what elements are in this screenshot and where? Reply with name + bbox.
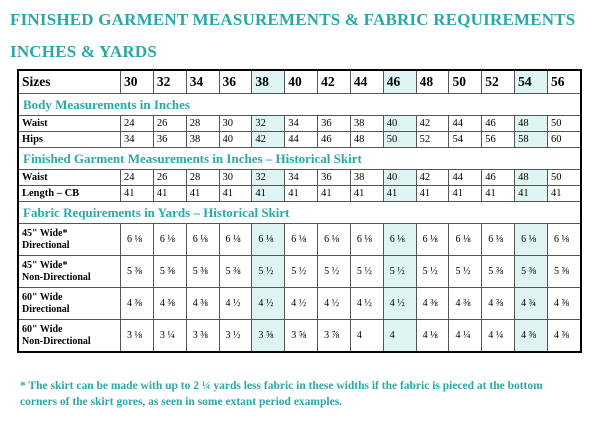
table-cell: 60 xyxy=(547,132,580,148)
table-row xyxy=(19,170,581,186)
table-row xyxy=(19,224,581,256)
table-cell: 3 ⅞ xyxy=(318,320,351,352)
table-cell: 36 xyxy=(318,170,351,186)
row-label xyxy=(19,288,121,320)
table-cell: 41 xyxy=(515,186,548,202)
table-cell: 26 xyxy=(153,116,186,132)
table-cell: 3 ⅝ xyxy=(252,320,285,352)
size-header-cell: 50 xyxy=(449,71,482,94)
table-cell: 5 ½ xyxy=(383,256,416,288)
section-title: Body Measurements in Inches xyxy=(19,94,581,116)
size-header-cell: 30 xyxy=(121,71,154,94)
table-cell: 5 ⅜ xyxy=(153,256,186,288)
table-cell: 5 ⅜ xyxy=(186,256,219,288)
table-cell: 40 xyxy=(219,132,252,148)
table-cell: 46 xyxy=(318,132,351,148)
table-cell: 5 ⅜ xyxy=(121,256,154,288)
size-header-cell: 46 xyxy=(383,71,416,94)
table-cell: 3 ⅝ xyxy=(285,320,318,352)
table-cell: 4 ⅜ xyxy=(515,320,548,352)
row-label xyxy=(19,170,121,186)
row-label-line: Waist xyxy=(22,171,48,183)
table-cell: 4 ¼ xyxy=(449,320,482,352)
section-header-row xyxy=(19,148,581,170)
table-cell: 4 ¾ xyxy=(515,288,548,320)
page-title: FINISHED GARMENT MEASUREMENTS & FABRIC REQUIREMENTS xyxy=(10,10,576,29)
section-header-row xyxy=(19,94,581,116)
row-label-line: Directional xyxy=(22,303,70,315)
table-cell: 48 xyxy=(515,170,548,186)
table-cell: 6 ⅛ xyxy=(515,224,548,256)
sizes-label: Sizes xyxy=(19,71,121,94)
row-label xyxy=(19,116,121,132)
table-cell: 41 xyxy=(482,186,515,202)
table-cell: 4 ⅜ xyxy=(482,288,515,320)
table-cell: 4 ½ xyxy=(252,288,285,320)
table-cell: 5 ⅜ xyxy=(515,256,548,288)
table-cell: 4 ½ xyxy=(350,288,383,320)
table-cell: 41 xyxy=(318,186,351,202)
table-cell: 41 xyxy=(219,186,252,202)
table-cell: 5 ½ xyxy=(350,256,383,288)
table-cell: 42 xyxy=(252,132,285,148)
table-cell: 6 ⅛ xyxy=(350,224,383,256)
table-cell: 24 xyxy=(121,170,154,186)
row-label-line: 60" Wide xyxy=(22,323,63,335)
section-header-row xyxy=(19,202,581,224)
table-cell: 36 xyxy=(318,116,351,132)
table-cell: 41 xyxy=(547,186,580,202)
table-cell: 26 xyxy=(153,170,186,186)
table-cell: 4 ⅛ xyxy=(416,320,449,352)
row-label-line: Non-Directional xyxy=(22,335,91,347)
table-cell: 4 ⅜ xyxy=(186,288,219,320)
section-title: Fabric Requirements in Yards – Historical Skirt xyxy=(19,202,581,224)
row-label-line: 45" Wide* xyxy=(22,259,68,271)
table-cell: 4 ½ xyxy=(219,288,252,320)
size-header-cell: 54 xyxy=(515,71,548,94)
measurements-table xyxy=(18,70,581,352)
table-cell: 50 xyxy=(547,116,580,132)
table-cell: 30 xyxy=(219,116,252,132)
table-cell: 44 xyxy=(449,170,482,186)
table-cell: 6 ⅛ xyxy=(121,224,154,256)
table-row xyxy=(19,186,581,202)
row-label xyxy=(19,132,121,148)
table-cell: 5 ½ xyxy=(416,256,449,288)
table-cell: 6 ⅛ xyxy=(547,224,580,256)
table-cell: 38 xyxy=(186,132,219,148)
table-cell: 52 xyxy=(416,132,449,148)
table-cell: 4 xyxy=(350,320,383,352)
table-cell: 34 xyxy=(121,132,154,148)
row-label xyxy=(19,224,121,256)
table-cell: 6 ⅛ xyxy=(153,224,186,256)
table-cell: 41 xyxy=(383,186,416,202)
table-cell: 5 ½ xyxy=(449,256,482,288)
table-cell: 24 xyxy=(121,116,154,132)
row-label-line: Non-Directional xyxy=(22,271,91,283)
size-header-cell: 44 xyxy=(350,71,383,94)
table-cell: 5 ½ xyxy=(252,256,285,288)
table-cell: 6 ⅛ xyxy=(449,224,482,256)
table-cell: 38 xyxy=(350,116,383,132)
table-cell: 54 xyxy=(449,132,482,148)
table-cell: 32 xyxy=(252,116,285,132)
row-label-line: 45" Wide* xyxy=(22,227,68,239)
size-header-cell: 38 xyxy=(252,71,285,94)
row-label xyxy=(19,320,121,352)
table-cell: 40 xyxy=(383,116,416,132)
table-cell: 32 xyxy=(252,170,285,186)
table-cell: 6 ⅛ xyxy=(219,224,252,256)
row-label-line: Length – CB xyxy=(22,187,80,199)
table-row xyxy=(19,320,581,352)
table-cell: 3 ⅛ xyxy=(121,320,154,352)
row-label-line: Waist xyxy=(22,117,48,129)
table-cell: 6 ⅛ xyxy=(285,224,318,256)
table-cell: 44 xyxy=(449,116,482,132)
table-cell: 50 xyxy=(383,132,416,148)
table-cell: 36 xyxy=(153,132,186,148)
size-header-cell: 52 xyxy=(482,71,515,94)
size-header-cell: 40 xyxy=(285,71,318,94)
table-cell: 6 ⅛ xyxy=(186,224,219,256)
table-cell: 4 ⅜ xyxy=(121,288,154,320)
row-label-line: 60" Wide xyxy=(22,291,63,303)
table-cell: 40 xyxy=(383,170,416,186)
footnote: * The skirt can be made with up to 2 ¼ yards less fabric in these widths if the fabric is pieced at the bottom corners of the skirt gores, as seen in some extant period examples. xyxy=(20,380,543,408)
size-header-cell: 36 xyxy=(219,71,252,94)
row-label-line: Directional xyxy=(22,239,70,251)
table-cell: 41 xyxy=(121,186,154,202)
table-cell: 56 xyxy=(482,132,515,148)
table-cell: 48 xyxy=(515,116,548,132)
table-cell: 42 xyxy=(416,116,449,132)
table-cell: 4 ⅜ xyxy=(153,288,186,320)
table-cell: 34 xyxy=(285,170,318,186)
table-cell: 3 ¼ xyxy=(153,320,186,352)
table-cell: 4 ⅜ xyxy=(547,288,580,320)
table-cell: 44 xyxy=(285,132,318,148)
page-subtitle: INCHES & YARDS xyxy=(10,42,158,61)
table-cell: 6 ⅛ xyxy=(416,224,449,256)
table-cell: 28 xyxy=(186,116,219,132)
table-cell: 30 xyxy=(219,170,252,186)
table-cell: 4 ¼ xyxy=(482,320,515,352)
table-cell: 41 xyxy=(252,186,285,202)
table-cell: 41 xyxy=(350,186,383,202)
table-cell: 41 xyxy=(416,186,449,202)
table-cell: 5 ⅜ xyxy=(547,256,580,288)
table-row xyxy=(19,132,581,148)
table-row xyxy=(19,288,581,320)
table-cell: 4 ⅜ xyxy=(547,320,580,352)
size-header-cell: 42 xyxy=(318,71,351,94)
table-cell: 4 ⅜ xyxy=(449,288,482,320)
table-cell: 6 ⅛ xyxy=(318,224,351,256)
table-cell: 4 ½ xyxy=(383,288,416,320)
table-cell: 34 xyxy=(285,116,318,132)
row-label xyxy=(19,256,121,288)
table-cell: 6 ⅛ xyxy=(383,224,416,256)
table-cell: 5 ⅜ xyxy=(482,256,515,288)
table-cell: 6 ⅛ xyxy=(482,224,515,256)
table-cell: 5 ½ xyxy=(318,256,351,288)
section-title: Finished Garment Measurements in Inches – Historical Skirt xyxy=(19,148,581,170)
table-cell: 38 xyxy=(350,170,383,186)
table-row xyxy=(19,256,581,288)
table-cell: 4 ½ xyxy=(318,288,351,320)
table-cell: 3 ⅜ xyxy=(186,320,219,352)
table-cell: 46 xyxy=(482,170,515,186)
table-cell: 41 xyxy=(285,186,318,202)
table-cell: 50 xyxy=(547,170,580,186)
table-cell: 4 ⅜ xyxy=(416,288,449,320)
table-cell: 5 ½ xyxy=(285,256,318,288)
table-cell: 4 xyxy=(383,320,416,352)
table-cell: 5 ⅜ xyxy=(219,256,252,288)
size-header-cell: 32 xyxy=(153,71,186,94)
size-header-cell: 34 xyxy=(186,71,219,94)
table-cell: 3 ½ xyxy=(219,320,252,352)
table-cell: 4 ½ xyxy=(285,288,318,320)
table-cell: 41 xyxy=(153,186,186,202)
table-cell: 41 xyxy=(449,186,482,202)
row-label-line: Hips xyxy=(22,133,44,145)
sizes-row xyxy=(19,71,581,94)
table-cell: 58 xyxy=(515,132,548,148)
size-header-cell: 48 xyxy=(416,71,449,94)
size-header-cell: 56 xyxy=(547,71,580,94)
table-row xyxy=(19,116,581,132)
table-cell: 6 ⅛ xyxy=(252,224,285,256)
row-label xyxy=(19,186,121,202)
table-cell: 28 xyxy=(186,170,219,186)
table-cell: 48 xyxy=(350,132,383,148)
table-cell: 42 xyxy=(416,170,449,186)
table-cell: 41 xyxy=(186,186,219,202)
table-cell: 46 xyxy=(482,116,515,132)
